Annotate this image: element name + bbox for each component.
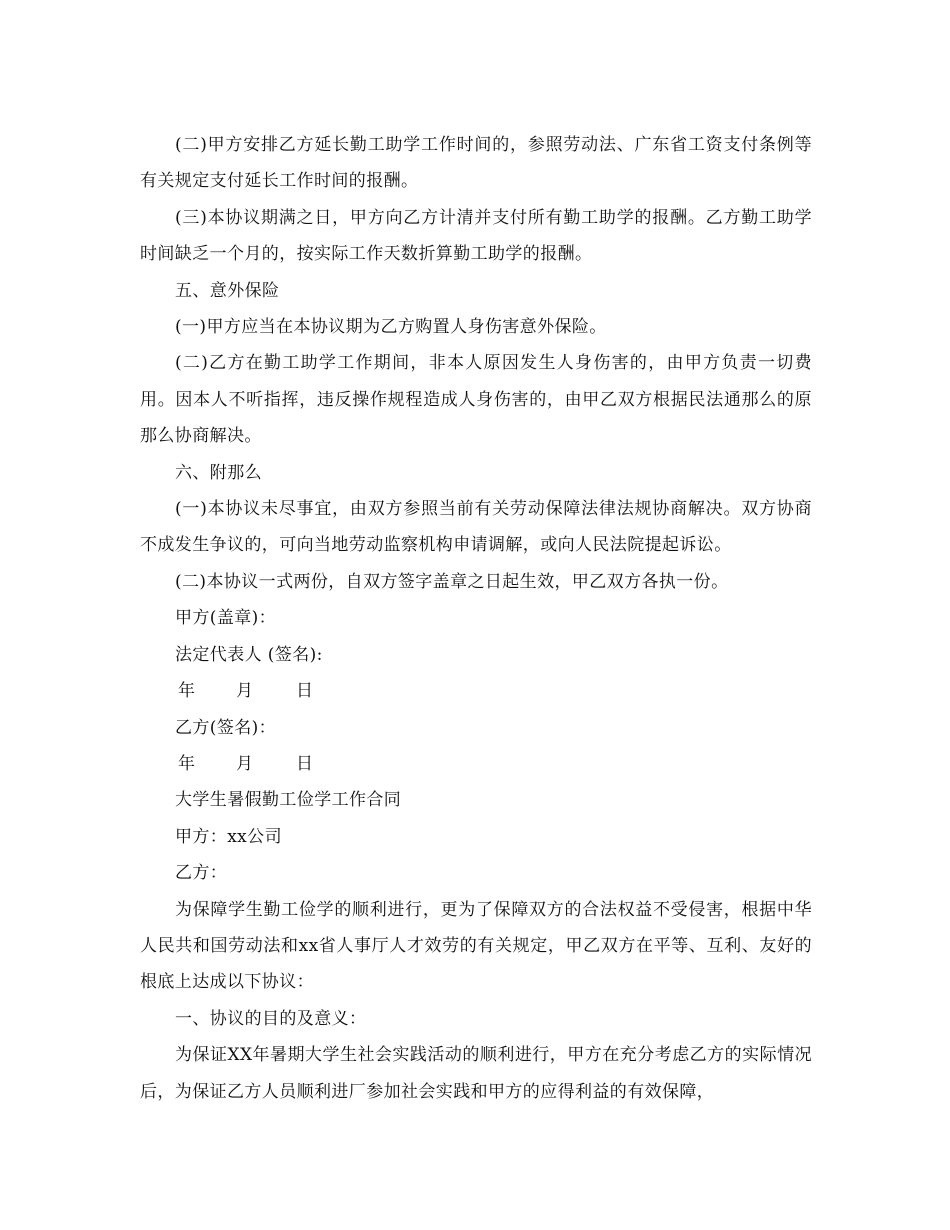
document-body [140, 127, 812, 1110]
date-month-label: 月 [236, 681, 253, 702]
section-purpose-body: 为保证XX年暑期大学生社会实践活动的顺利进行，甲方在充分考虑乙方的实际情况后，为保证乙方人员顺利进厂参加社会实践和甲方的应得利益的有效保障， [140, 1045, 812, 1102]
section-heading-insurance: 五、意外保险 [175, 280, 280, 301]
party-a-seal-line: 甲方(盖章)： [175, 608, 277, 629]
party-b-signature-line: 乙方(签名)： [175, 717, 277, 738]
party-a-name: 甲方：xx公司 [175, 826, 282, 847]
clause-final-settlement: (三)本协议期满之日，甲方向乙方计清并支付所有勤工助学的报酬。乙方勤工助学时间缺乏一个月的，按实际工作天数折算勤工助学的报酬。 [140, 207, 812, 265]
legal-rep-signature-line: 法定代表人 (签名): [175, 644, 323, 665]
contract-preamble: 为保障学生勤工俭学的顺利进行，更为了保障双方的合法权益不受侵害，根据中华人民共和国劳动法和xx省人事厅人才效劳的有关规定，甲乙双方在平等、互利、友好的根底上达成以下协议： [140, 899, 812, 993]
date-month-label: 月 [236, 753, 253, 774]
section-heading-purpose: 一、协议的目的及意义： [175, 1008, 367, 1029]
clause-overtime-pay: (二)甲方安排乙方延长勤工助学工作时间的，参照劳动法、广东省工资支付条例等有关规定支付延长工作时间的报酬。 [140, 135, 812, 192]
section-heading-supplementary: 六、附那么 [175, 462, 262, 483]
date-line-party-b [140, 746, 812, 782]
date-year-label: 年 [178, 681, 195, 702]
clause-insurance-purchase: (一)甲方应当在本协议期为乙方购置人身伤害意外保险。 [175, 317, 607, 338]
date-day-label: 日 [296, 753, 313, 774]
clause-dispute-resolution: (一)本协议未尽事宜，由双方参照当前有关劳动保障法律法规协商解决。双方协商不成发生争议的，可向当地劳动监察机构申请调解，或向人民法院提起诉讼。 [140, 499, 812, 556]
date-day-label: 日 [296, 681, 313, 702]
clause-injury-liability: (二)乙方在勤工助学工作期间，非本人原因发生人身伤害的，由甲方负责一切费用。因本人不听指挥，违反操作规程造成人身伤害的，由甲乙双方根据民法通那么的原那么协商解决。 [140, 353, 812, 447]
date-year-label: 年 [178, 753, 195, 774]
party-b-name: 乙方： [175, 863, 228, 884]
contract-title: 大学生暑假勤工俭学工作合同 [175, 790, 402, 811]
date-line-party-a [140, 673, 812, 709]
clause-copies-effective: (二)本协议一式两份，自双方签字盖章之日起生效，甲乙双方各执一份。 [175, 571, 729, 592]
